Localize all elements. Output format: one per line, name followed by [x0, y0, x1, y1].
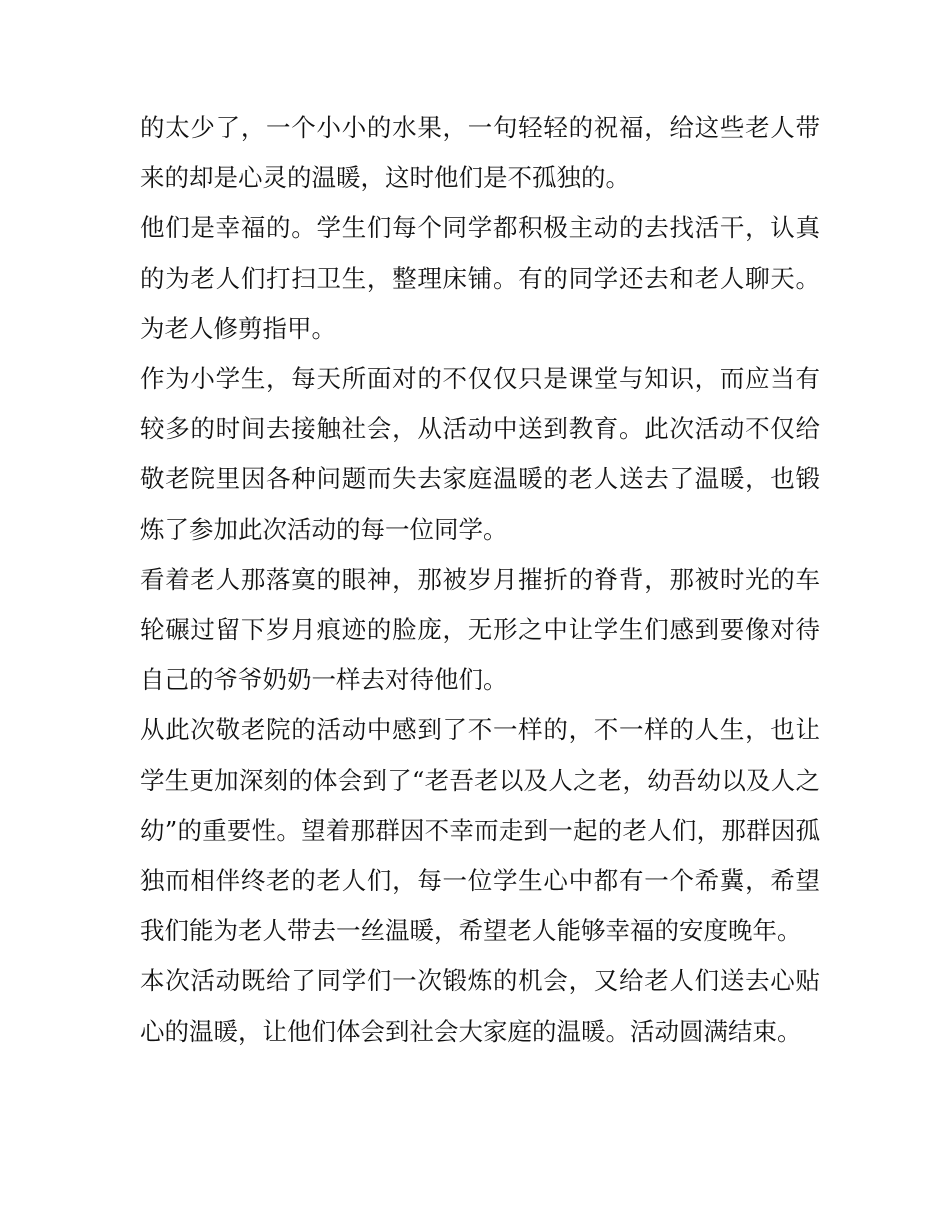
- paragraph-2: 他们是幸福的。学生们每个同学都积极主动的去找活干，认真的为老人们打扫卫生，整理床铺。有的同学还去和老人聊天。为老人修剪指甲。: [140, 213, 820, 343]
- document-body: [140, 103, 820, 1057]
- paragraph-1: 的太少了，一个小小的水果，一句轻轻的祝福，给这些老人带来的却是心灵的温暖，这时他们是不孤独的。: [140, 113, 820, 193]
- paragraph-3: 作为小学生，每天所面对的不仅仅只是课堂与知识，而应当有较多的时间去接触社会，从活动中送到教育。此次活动不仅给敬老院里因各种问题而失去家庭温暖的老人送去了温暖，也锻炼了参加此次活动的每一位同学。: [140, 364, 820, 544]
- paragraph-4: 看着老人那落寞的眼神，那被岁月摧折的脊背，那被时光的车轮碾过留下岁月痕迹的脸庞，无形之中让学生们感到要像对待自己的爷爷奶奶一样去对待他们。: [140, 564, 820, 695]
- paragraph-5: 从此次敬老院的活动中感到了不一样的，不一样的人生，也让学生更加深刻的体会到了“老吾老以及人之老，幼吾幼以及人之幼”的重要性。望着那群因不幸而走到一起的老人们，那群因孤独而相伴终老的老人们，每一位学生心中都有一个希冀，希望我们能为老人带去一丝温暖，希望老人能够幸福的安度晚年。: [140, 715, 820, 946]
- paragraph-6: 本次活动既给了同学们一次锻炼的机会，又给老人们送去心贴心的温暖，让他们体会到社会大家庭的温暖。活动圆满结束。: [140, 966, 820, 1046]
